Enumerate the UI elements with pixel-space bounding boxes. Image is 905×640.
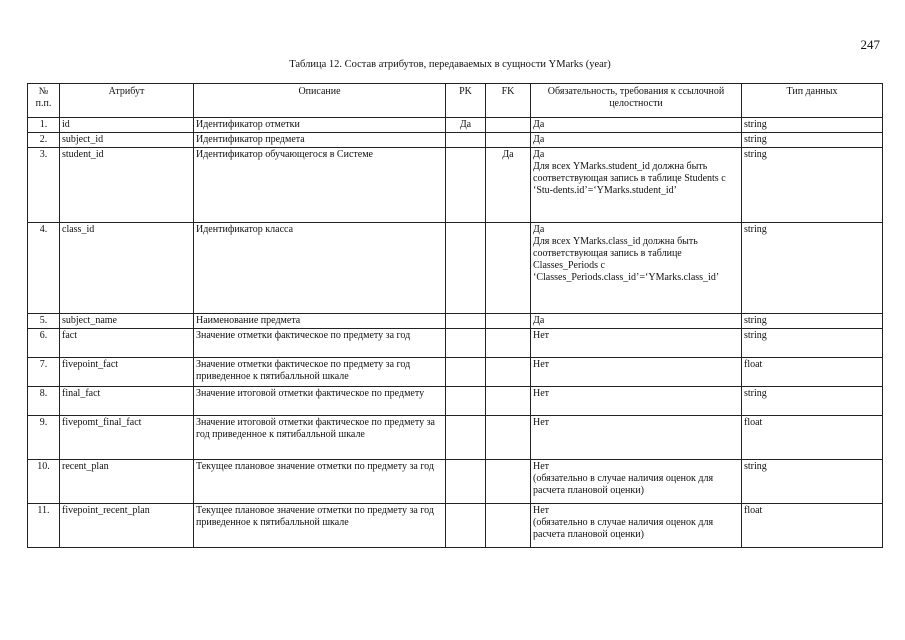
- page-number: 247: [860, 37, 880, 52]
- table-row: [28, 358, 883, 387]
- cell-fk: [486, 358, 531, 387]
- header-pk: PK: [446, 84, 486, 118]
- cell-pk: Да: [446, 118, 486, 133]
- cell-requirement: [531, 358, 742, 387]
- cell-fk: [486, 416, 531, 460]
- table-row: [28, 314, 883, 329]
- cell-attribute: class_id: [60, 223, 194, 314]
- cell-type: float: [742, 504, 883, 548]
- cell-pk: [446, 358, 486, 387]
- cell-type: string: [742, 118, 883, 133]
- cell-attribute: student_id: [60, 148, 194, 223]
- requirement-line: Да: [533, 119, 545, 130]
- requirement-line: Нет: [533, 461, 550, 472]
- cell-requirement: [531, 133, 742, 148]
- requirement-line: Да: [533, 149, 545, 160]
- cell-description: Идентификатор обучающегося в Системе: [194, 148, 446, 223]
- table-row: [28, 460, 883, 504]
- cell-num: 2.: [28, 133, 60, 148]
- cell-num: 3.: [28, 148, 60, 223]
- cell-type: string: [742, 387, 883, 416]
- cell-num: 8.: [28, 387, 60, 416]
- header-num: № п.п.: [28, 84, 60, 118]
- cell-type: string: [742, 133, 883, 148]
- requirement-line: Нет: [533, 388, 550, 399]
- table-row: [28, 387, 883, 416]
- cell-fk: [486, 223, 531, 314]
- cell-description: Значение итоговой отметки фактическое по предмету за год приведенное к пятибалльной шкале: [194, 416, 446, 460]
- table-row: [28, 329, 883, 358]
- cell-requirement: [531, 504, 742, 548]
- cell-fk: Да: [486, 148, 531, 223]
- cell-pk: [446, 133, 486, 148]
- header-requirement: Обязательность, требования к ссылочной целостности: [531, 84, 742, 118]
- requirement-line: Для всех YMarks.class_id должна быть соответствующая запись в таблице Classes_Periods с ‘Classes_Periods.class_id’=‘YMarks.class_id’: [533, 236, 720, 283]
- cell-attribute: id: [60, 118, 194, 133]
- requirement-line: Да: [533, 315, 545, 326]
- cell-type: float: [742, 358, 883, 387]
- requirement-line: (обязательно в случае наличия оценок для расчета плановой оценки): [533, 517, 714, 540]
- cell-description: Текущее плановое значение отметки по предмету за год приведенное к пятибалльной шкале: [194, 504, 446, 548]
- requirement-line: Для всех YMarks.student_id должна быть соответствующая запись в таблице Students с ‘Stu-dents.id’=‘YMarks.student_id’: [533, 161, 726, 196]
- table-row: [28, 118, 883, 133]
- cell-pk: [446, 460, 486, 504]
- cell-num: 9.: [28, 416, 60, 460]
- table-row: [28, 223, 883, 314]
- cell-type: string: [742, 460, 883, 504]
- table-header-row: [28, 84, 883, 118]
- cell-pk: [446, 314, 486, 329]
- cell-num: 10.: [28, 460, 60, 504]
- cell-description: Значение отметки фактическое по предмету за год: [194, 329, 446, 358]
- cell-fk: [486, 133, 531, 148]
- cell-type: string: [742, 148, 883, 223]
- cell-requirement: [531, 223, 742, 314]
- cell-num: 5.: [28, 314, 60, 329]
- cell-requirement: [531, 460, 742, 504]
- cell-attribute: subject_id: [60, 133, 194, 148]
- cell-num: 1.: [28, 118, 60, 133]
- cell-requirement: [531, 416, 742, 460]
- header-description: Описание: [194, 84, 446, 118]
- cell-requirement: [531, 329, 742, 358]
- cell-fk: [486, 387, 531, 416]
- cell-type: string: [742, 329, 883, 358]
- cell-pk: [446, 387, 486, 416]
- header-attribute: Атрибут: [60, 84, 194, 118]
- cell-fk: [486, 314, 531, 329]
- cell-fk: [486, 329, 531, 358]
- cell-description: Идентификатор класса: [194, 223, 446, 314]
- table-row: [28, 133, 883, 148]
- cell-fk: [486, 118, 531, 133]
- cell-attribute: final_fact: [60, 387, 194, 416]
- cell-description: Значение итоговой отметки фактическое по предмету: [194, 387, 446, 416]
- cell-pk: [446, 329, 486, 358]
- cell-type: string: [742, 223, 883, 314]
- cell-description: Наименование предмета: [194, 314, 446, 329]
- requirement-line: Нет: [533, 359, 550, 370]
- cell-type: float: [742, 416, 883, 460]
- cell-description: Идентификатор предмета: [194, 133, 446, 148]
- table-row: [28, 148, 883, 223]
- header-fk: FK: [486, 84, 531, 118]
- cell-pk: [446, 504, 486, 548]
- header-type: Тип данных: [742, 84, 883, 118]
- cell-attribute: subject_name: [60, 314, 194, 329]
- table-row: [28, 416, 883, 460]
- cell-type: string: [742, 314, 883, 329]
- cell-description: Идентификатор отметки: [194, 118, 446, 133]
- table-body: [28, 118, 883, 548]
- requirement-line: Да: [533, 224, 545, 235]
- cell-requirement: [531, 387, 742, 416]
- cell-fk: [486, 504, 531, 548]
- cell-attribute: fivepoint_fact: [60, 358, 194, 387]
- cell-num: 4.: [28, 223, 60, 314]
- cell-attribute: fivepomt_final_fact: [60, 416, 194, 460]
- table-row: [28, 504, 883, 548]
- cell-description: Текущее плановое значение отметки по предмету за год: [194, 460, 446, 504]
- requirement-line: Да: [533, 134, 545, 145]
- cell-requirement: [531, 118, 742, 133]
- cell-attribute: fact: [60, 329, 194, 358]
- cell-num: 11.: [28, 504, 60, 548]
- requirement-line: Нет: [533, 505, 550, 516]
- cell-num: 7.: [28, 358, 60, 387]
- cell-description: Значение отметки фактическое по предмету за год приведенное к пятибалльной шкале: [194, 358, 446, 387]
- requirement-line: (обязательно в случае наличия оценок для расчета плановой оценки): [533, 473, 714, 496]
- cell-num: 6.: [28, 329, 60, 358]
- cell-attribute: fivepoint_recent_plan: [60, 504, 194, 548]
- cell-requirement: [531, 148, 742, 223]
- cell-fk: [486, 460, 531, 504]
- cell-pk: [446, 416, 486, 460]
- attributes-table: [27, 83, 883, 548]
- cell-attribute: recent_plan: [60, 460, 194, 504]
- cell-pk: [446, 148, 486, 223]
- requirement-line: Нет: [533, 417, 550, 428]
- table-caption: Таблица 12. Состав атрибутов, передаваемых в сущности YMarks (year): [289, 59, 611, 70]
- cell-requirement: [531, 314, 742, 329]
- cell-pk: [446, 223, 486, 314]
- requirement-line: Нет: [533, 330, 550, 341]
